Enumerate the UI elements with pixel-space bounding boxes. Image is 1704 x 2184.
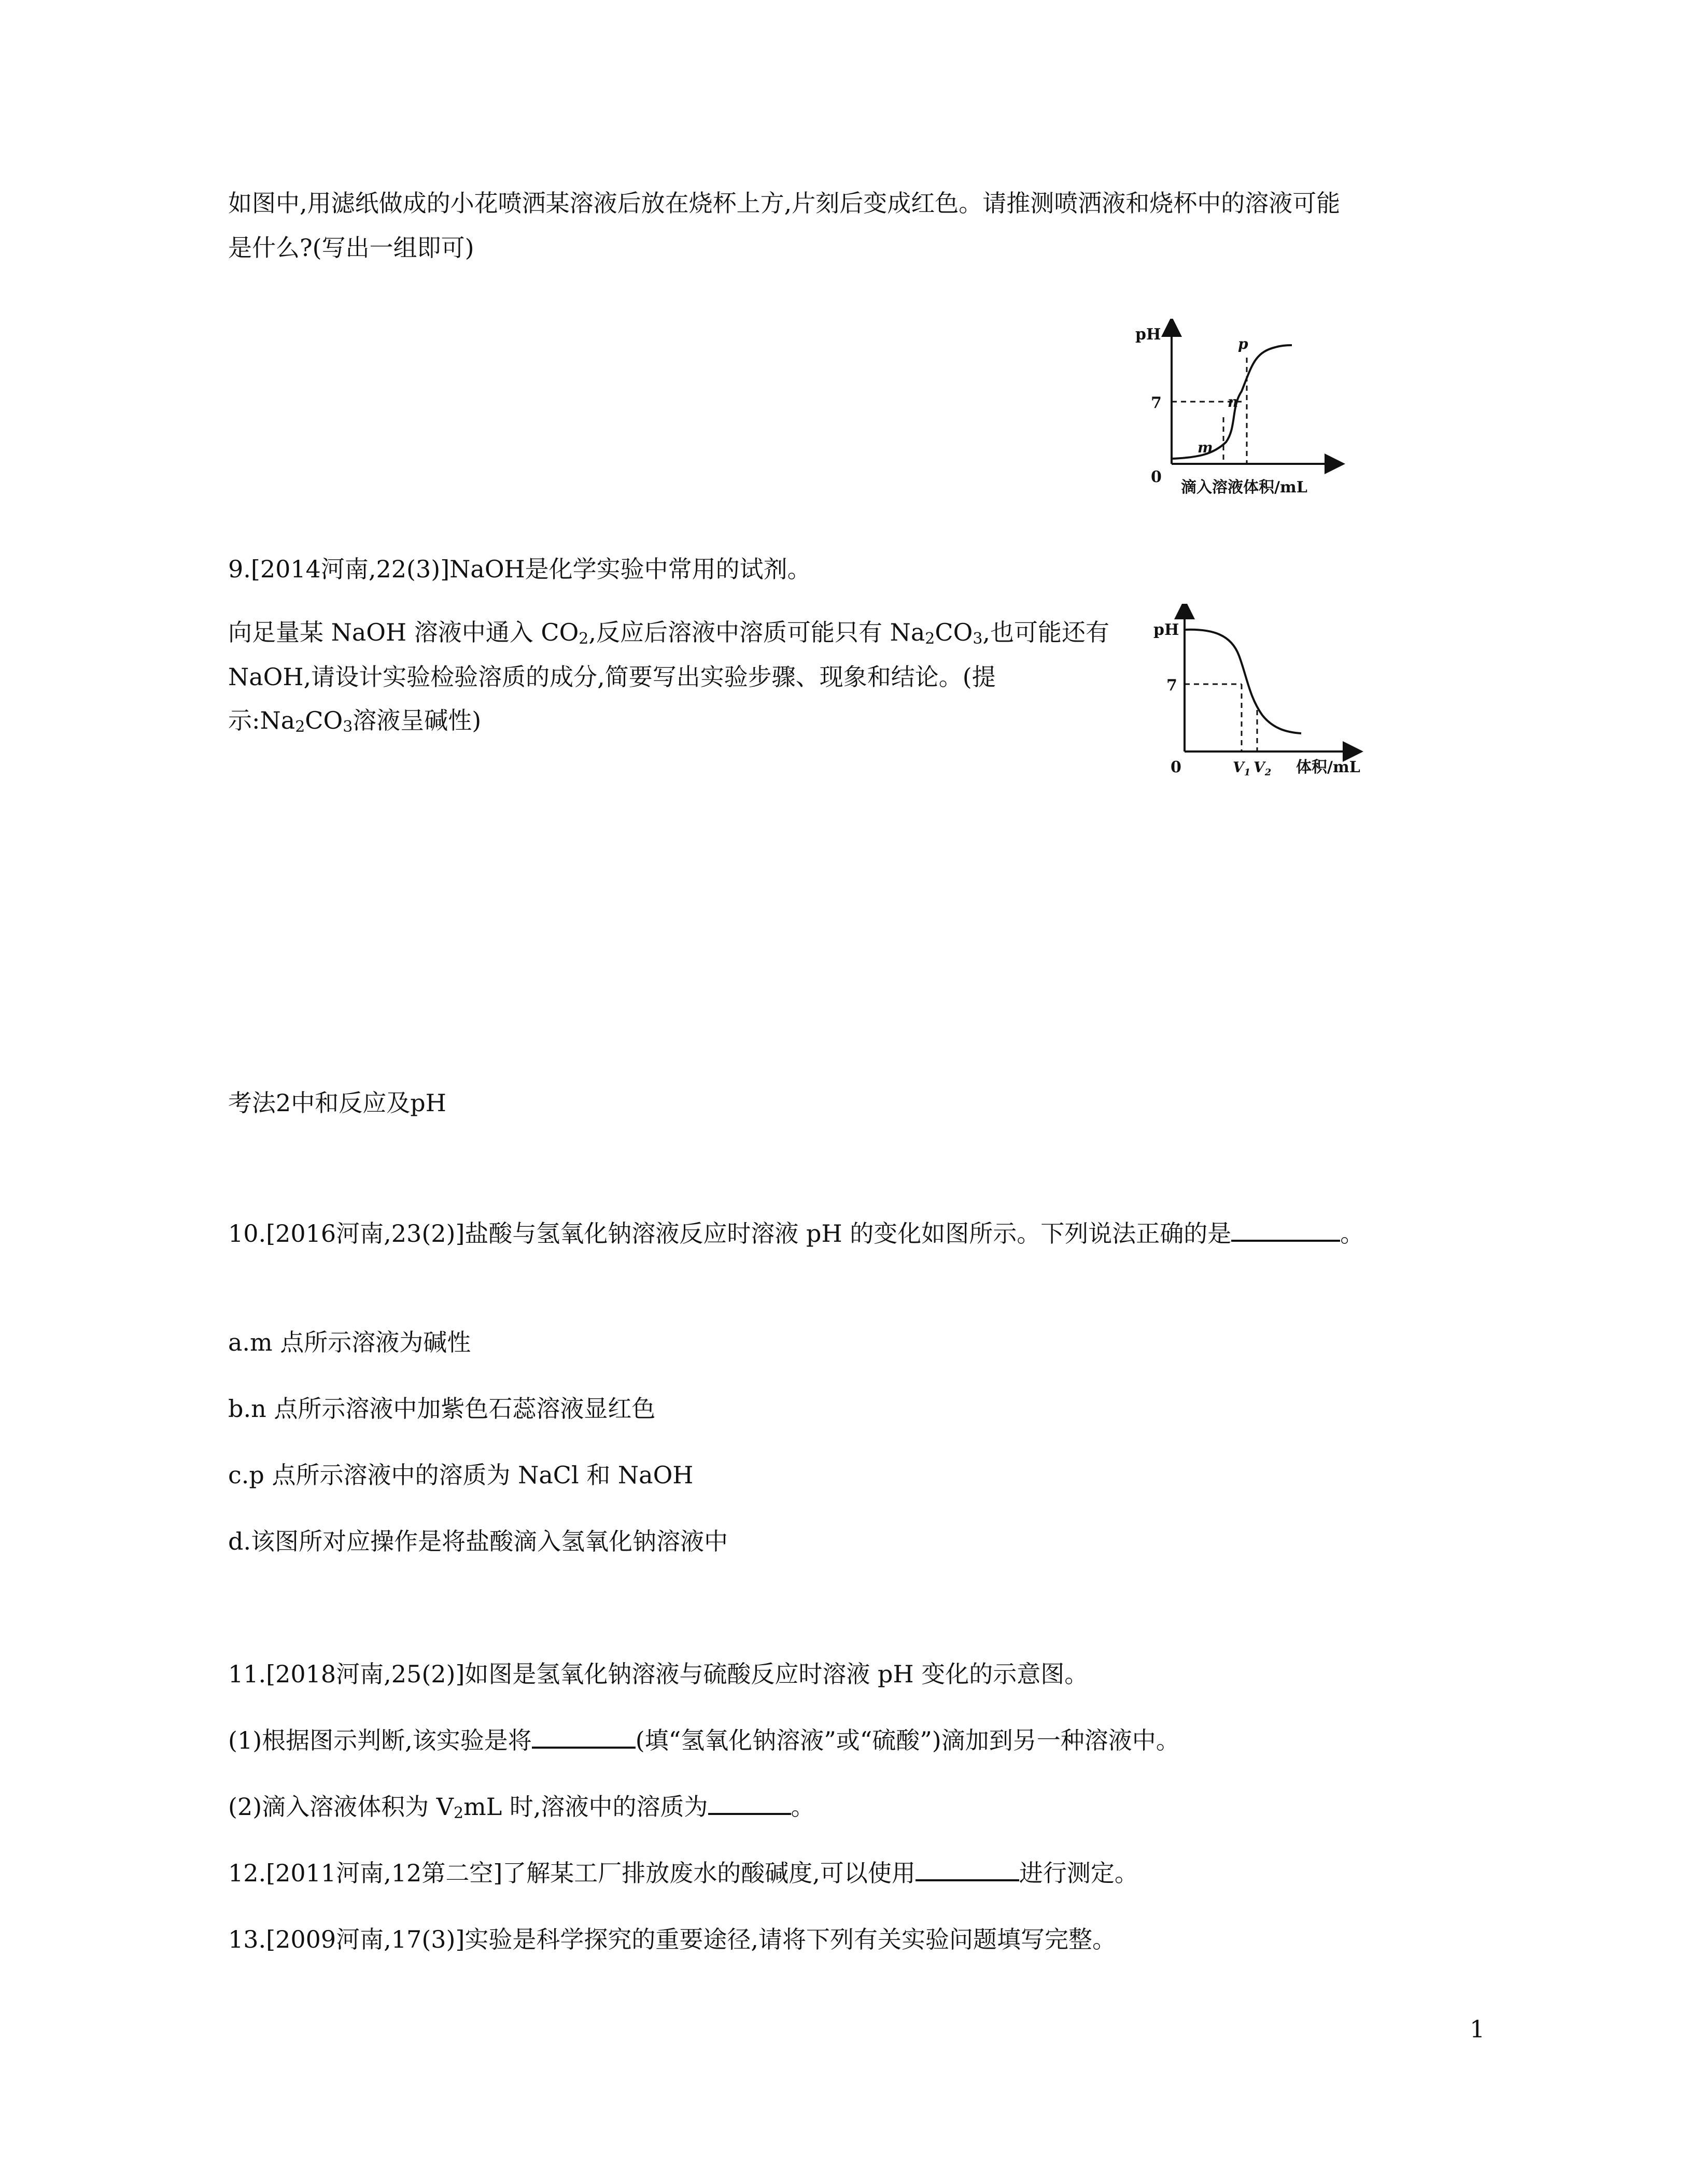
- q9-line-1: [228, 617, 1109, 655]
- fig1-label-p: p: [1238, 335, 1248, 352]
- q11-p2-b: mL 时,溶液中的溶质为: [463, 1793, 708, 1821]
- fig2-xlabel: 体积/mL: [1296, 758, 1360, 776]
- q9-l1-sub2: 2: [925, 630, 935, 648]
- section-title: 考法2中和反应及pH: [228, 1089, 446, 1117]
- q12-a: 12.[2011河南,12第二空]了解某工厂排放废水的酸碱度,可以使用: [228, 1859, 916, 1887]
- q11-p1-a: (1)根据图示判断,该实验是将: [228, 1726, 532, 1754]
- q11-p1-b: (填“氢氧化钠溶液”或“硫酸”)滴加到另一种溶液中。: [635, 1726, 1180, 1754]
- q13-stem: 13.[2009河南,17(3)]实验是科学探究的重要途径,请将下列有关实验问题填写完整。: [228, 1925, 1117, 1953]
- intro-line-2: 是什么?(写出一组即可): [228, 234, 474, 262]
- fig2-tick-7: 7: [1166, 676, 1177, 694]
- figure-ph-rising: [1125, 319, 1353, 500]
- q9-l1-d: ,也可能还有: [982, 618, 1110, 646]
- q9-l3-b: CO: [305, 706, 343, 734]
- page-number: 1: [1470, 2015, 1485, 2043]
- q10-answer-blank[interactable]: [1231, 1219, 1340, 1242]
- q9-line-3: [228, 705, 481, 743]
- q11-p2-a: (2)滴入溶液体积为 V: [228, 1793, 454, 1821]
- q11-p2-c: 。: [791, 1793, 815, 1821]
- q12-blank[interactable]: [916, 1859, 1019, 1881]
- q10-stem-b: 。: [1340, 1219, 1364, 1247]
- q11-stem: 11.[2018河南,25(2)]如图是氢氧化钠溶液与硫酸反应时溶液 pH 变化的示意图。: [228, 1660, 1089, 1688]
- q11-p2-sub: 2: [454, 1804, 464, 1822]
- fig1-tick-7: 7: [1151, 394, 1162, 412]
- q9-l3-sub: 2: [295, 718, 305, 736]
- fig2-v2: $V_2$: [1254, 759, 1272, 778]
- q10-stem-a: 10.[2016河南,23(2)]盐酸与氢氧化钠溶液反应时溶液 pH 的变化如图所示。下列说法正确的是: [228, 1219, 1232, 1247]
- q9-title: 9.[2014河南,22(3)]NaOH是化学实验中常用的试剂。: [228, 555, 811, 583]
- q9-l3-a: 示:Na: [228, 706, 295, 734]
- fig2-origin: 0: [1171, 758, 1181, 776]
- q10-option-c: c.p 点所示溶液中的溶质为 NaCl 和 NaOH: [228, 1461, 694, 1489]
- q9-l3-c: 溶液呈碱性): [353, 706, 482, 734]
- q11-part-2: [228, 1791, 815, 1829]
- fig1-ylabel: pH: [1135, 325, 1161, 344]
- fig1-label-n: n: [1228, 393, 1238, 410]
- q9-l1-sub: 2: [579, 630, 589, 648]
- q11-part-1: [228, 1725, 1180, 1756]
- q9-l3-sub2: 3: [343, 718, 353, 736]
- q10-option-b: b.n 点所示溶液中加紫色石蕊溶液显红色: [228, 1395, 656, 1423]
- fig1-xlabel: 滴入溶液体积/mL: [1181, 478, 1307, 497]
- q11-p1-blank[interactable]: [532, 1726, 636, 1749]
- q9-l1-sub3: 3: [973, 630, 983, 648]
- fig1-origin: 0: [1151, 468, 1162, 486]
- fig2-ylabel: pH: [1153, 621, 1179, 639]
- q11-p2-blank[interactable]: [708, 1792, 791, 1815]
- fig1-label-m: m: [1198, 439, 1213, 456]
- q9-l1-a: 向足量某 NaOH 溶液中通入 CO: [228, 618, 579, 646]
- intro-line-1: 如图中,用滤纸做成的小花喷洒某溶液后放在烧杯上方,片刻后变成红色。请推测喷洒液和烧杯中的溶液可能: [228, 189, 1341, 217]
- q10-stem: [228, 1218, 1364, 1249]
- q12-b: 进行测定。: [1019, 1859, 1138, 1887]
- q9-line-2: NaOH,请设计实验检验溶质的成分,简要写出实验步骤、现象和结论。(提: [228, 663, 996, 691]
- q10-option-d: d.该图所对应操作是将盐酸滴入氢氧化钠溶液中: [228, 1527, 728, 1555]
- figure-ph-falling: [1146, 604, 1374, 780]
- q12-stem: [228, 1857, 1138, 1889]
- q9-l1-c: CO: [935, 618, 973, 646]
- fig2-v1: $V_1$: [1233, 759, 1251, 778]
- ph-curve: [1185, 630, 1301, 733]
- q10-option-a: a.m 点所示溶液为碱性: [228, 1328, 471, 1356]
- q9-l1-b: ,反应后溶液中溶质可能只有 Na: [588, 618, 925, 646]
